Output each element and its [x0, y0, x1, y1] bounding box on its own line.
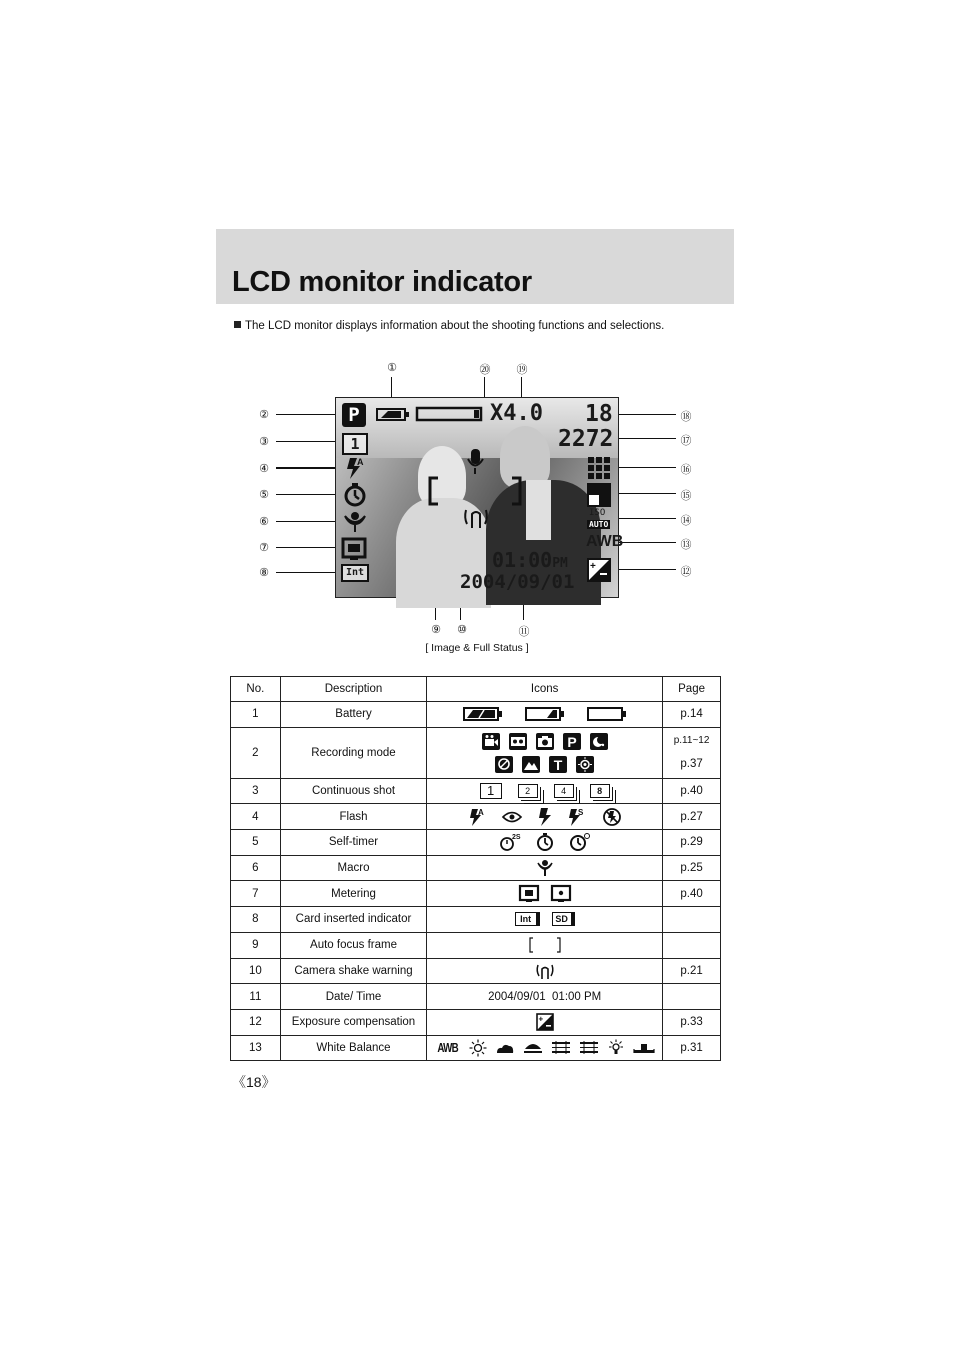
- svg-text:A: A: [357, 457, 364, 467]
- timer-2s-label: 2S: [511, 834, 521, 842]
- svg-text:+: +: [538, 1014, 543, 1024]
- row-desc: Date/ Time: [280, 984, 426, 1010]
- lcd-continuous-icon: 1: [342, 433, 368, 455]
- leader-line-3: [276, 441, 338, 442]
- slow-sync-icon: [568, 807, 586, 827]
- row-no: 7: [231, 881, 281, 907]
- col-header-icons: Icons: [427, 677, 663, 702]
- row-page-a: p.11~12: [673, 735, 710, 747]
- square-bullet-icon: [234, 321, 241, 328]
- lcd-image-size: 2272: [558, 426, 614, 452]
- table-row: [231, 804, 721, 830]
- custom-wb-icon: [633, 1041, 655, 1055]
- lcd-iso-label: ISO: [589, 508, 606, 518]
- awb-icon: AWB: [437, 1040, 458, 1056]
- leader-line-8: [276, 572, 338, 573]
- row-no: 3: [231, 778, 281, 804]
- intro-sentence: The LCD monitor displays information about the shooting functions and selections.: [245, 320, 665, 332]
- table-row: [231, 984, 721, 1010]
- exposure-compensation-icon: [536, 1013, 554, 1031]
- row-desc: Macro: [280, 855, 426, 881]
- row-page: [663, 932, 721, 958]
- fluorescent-h-icon: [523, 1041, 543, 1055]
- row-no: 11: [231, 984, 281, 1010]
- leader-line-5: [276, 494, 338, 495]
- lcd-shots-remaining: 18: [585, 401, 613, 427]
- row-no: 6: [231, 855, 281, 881]
- continuous-2-icon: 2: [518, 784, 538, 798]
- callout-16: ⑯: [680, 464, 692, 476]
- row-page-b: p.37: [680, 758, 703, 771]
- tungsten-icon: [607, 1039, 625, 1057]
- row-desc: Self-timer: [280, 830, 426, 856]
- macro-icon: [536, 859, 554, 877]
- landscape-mode-icon: [522, 756, 540, 773]
- camera-mode-icon: [536, 733, 554, 750]
- row-page: [663, 907, 721, 933]
- row-icons: 2004/09/01 01:00 PM: [427, 984, 663, 1010]
- col-header-description: Description: [280, 677, 426, 702]
- leader-line-16: [612, 467, 676, 468]
- fluorescent-cool-icon: [579, 1041, 599, 1055]
- lcd-metering-icon: [341, 537, 367, 561]
- callout-6: ⑥: [259, 516, 269, 528]
- callout-12: ⑫: [680, 566, 692, 578]
- row-page: p.40: [663, 778, 721, 804]
- page-title: LCD monitor indicator: [232, 266, 532, 298]
- callout-19: ⑲: [516, 364, 528, 376]
- table-row: [231, 727, 721, 778]
- table-row: [231, 907, 721, 933]
- callout-4: ④: [259, 463, 269, 475]
- row-icons: [427, 932, 663, 958]
- row-desc: Battery: [280, 702, 426, 728]
- row-page: p.25: [663, 855, 721, 881]
- program-mode-icon: [563, 733, 581, 750]
- battery-empty-icon: [587, 706, 627, 722]
- lcd-self-timer-icon: [342, 482, 368, 508]
- lcd-time-value: 01:00: [492, 548, 553, 572]
- lcd-flash-auto-icon: [344, 456, 366, 480]
- shake-warning-icon: [536, 962, 554, 980]
- callout-9: ⑨: [431, 624, 441, 636]
- af-frame-icon: [528, 937, 562, 953]
- lcd-macro-icon: [341, 510, 369, 534]
- text-mode-icon: [549, 756, 567, 773]
- night-mode-icon: [590, 733, 608, 750]
- row-icons: [427, 881, 663, 907]
- single-shot-icon: 1: [480, 783, 502, 799]
- row-page: p.40: [663, 881, 721, 907]
- row-icons: [427, 702, 663, 728]
- page-number: 《18》: [232, 1074, 276, 1090]
- lcd-af-frame: [426, 476, 526, 506]
- row-page: p.31: [663, 1035, 721, 1061]
- row-icons: [427, 1035, 663, 1061]
- indicator-table: [230, 676, 721, 1061]
- lcd-sharpness-icon: [587, 483, 611, 507]
- leader-line-12: [612, 569, 676, 570]
- lcd-quality-icon: [587, 456, 611, 480]
- table-row: [231, 958, 721, 984]
- portrait-mode-icon: [495, 756, 513, 773]
- leader-line-7: [276, 547, 338, 548]
- row-icons: [427, 830, 663, 856]
- row-no: 1: [231, 702, 281, 728]
- callout-17: ⑰: [680, 435, 692, 447]
- callout-7: ⑦: [259, 542, 269, 554]
- row-no: 8: [231, 907, 281, 933]
- table-row: [231, 932, 721, 958]
- leader-line-18: [612, 414, 676, 415]
- leader-line-4: [276, 467, 338, 469]
- table-header-row: [231, 677, 721, 702]
- row-icons: [427, 958, 663, 984]
- row-desc: Card inserted indicator: [280, 907, 426, 933]
- leader-line-15: [612, 493, 676, 494]
- svg-text:T: T: [553, 756, 563, 773]
- row-page: [663, 727, 721, 778]
- continuous-8-icon: 8: [590, 784, 610, 798]
- row-no: 10: [231, 958, 281, 984]
- row-page: p.21: [663, 958, 721, 984]
- row-desc: Metering: [280, 881, 426, 907]
- row-icons: [427, 907, 663, 933]
- voice-mode-icon: [509, 733, 527, 750]
- callout-3: ③: [259, 436, 269, 448]
- lcd-battery-icon: [376, 407, 410, 422]
- lcd-zoom-bar: [416, 406, 484, 422]
- leader-line-6: [276, 521, 338, 522]
- groom-shirt: [526, 480, 551, 540]
- callout-14: ⑭: [680, 515, 692, 527]
- sunset-mode-icon: [576, 756, 594, 773]
- fluorescent-l-icon: [551, 1041, 571, 1055]
- lcd-mode-icon: P: [342, 403, 366, 427]
- callout-13: ⑬: [680, 539, 692, 551]
- row-desc: Auto focus frame: [280, 932, 426, 958]
- lcd-wb-icon: AWB: [586, 533, 624, 550]
- table-row: [231, 830, 721, 856]
- row-desc: Recording mode: [280, 727, 426, 778]
- row-icons: [427, 727, 663, 778]
- table-row: [231, 778, 721, 804]
- double-self-timer-icon: [569, 832, 591, 852]
- cloudy-icon: [495, 1041, 515, 1055]
- battery-half-icon: [525, 706, 565, 722]
- row-no: 4: [231, 804, 281, 830]
- callout-10: ⑩: [457, 624, 467, 636]
- lcd-microphone-icon: [466, 448, 486, 476]
- callout-8: ⑧: [259, 567, 269, 579]
- leader-line-2: [276, 414, 338, 415]
- lcd-date: 2004/09/01: [460, 571, 575, 593]
- row-page: [663, 984, 721, 1010]
- table-row: [231, 1009, 721, 1035]
- svg-text:P: P: [567, 733, 577, 750]
- flash-fill-icon: [538, 807, 552, 827]
- daylight-icon: [469, 1039, 487, 1057]
- sd-card-icon: SD: [552, 912, 575, 926]
- self-timer-2s-icon: [499, 832, 521, 852]
- flash-off-icon: [602, 807, 622, 827]
- callout-15: ⑮: [680, 490, 692, 502]
- table-row: [231, 855, 721, 881]
- col-header-no: No.: [231, 677, 281, 702]
- row-icons: [427, 1009, 663, 1035]
- callout-1: ①: [387, 362, 397, 374]
- continuous-4-icon: 4: [554, 784, 574, 798]
- lcd-zoom-text: X4.0: [490, 401, 543, 426]
- row-desc: Camera shake warning: [280, 958, 426, 984]
- intro-text: [234, 320, 664, 332]
- callout-18: ⑱: [680, 411, 692, 423]
- multi-metering-icon: [519, 885, 539, 903]
- row-icons: [427, 778, 663, 804]
- row-desc: Flash: [280, 804, 426, 830]
- battery-full-icon: [463, 706, 503, 722]
- table-row: [231, 1035, 721, 1061]
- row-page: p.14: [663, 702, 721, 728]
- internal-memory-icon: Int: [515, 912, 540, 926]
- leader-line-14: [612, 518, 676, 519]
- row-no: 5: [231, 830, 281, 856]
- row-desc: White Balance: [280, 1035, 426, 1061]
- svg-text:+: +: [590, 561, 596, 572]
- row-icons: [427, 855, 663, 881]
- svg-text:A: A: [477, 807, 484, 817]
- callout-2: ②: [259, 409, 269, 421]
- row-no: 12: [231, 1009, 281, 1035]
- row-no: 2: [231, 727, 281, 778]
- lcd-time: [492, 548, 568, 572]
- lcd-shake-warning-icon: [462, 506, 490, 530]
- row-page: p.27: [663, 804, 721, 830]
- self-timer-10s-icon: [535, 832, 555, 852]
- leader-line-17: [612, 438, 676, 439]
- callout-20: ⑳: [479, 364, 491, 376]
- callout-11: ⑪: [518, 626, 530, 638]
- lcd-card-icon: Int: [341, 564, 369, 582]
- lcd-screen: [335, 397, 624, 598]
- red-eye-icon: [502, 810, 522, 824]
- table-row: [231, 702, 721, 728]
- table-row: [231, 881, 721, 907]
- col-header-page: Page: [663, 677, 721, 702]
- svg-text:S: S: [577, 807, 584, 817]
- row-no: 9: [231, 932, 281, 958]
- spot-metering-icon: [551, 885, 571, 903]
- lcd-iso-value: AUTO: [589, 520, 609, 529]
- figure-caption: [ Image & Full Status ]: [425, 642, 529, 654]
- row-desc: Exposure compensation: [280, 1009, 426, 1035]
- flash-auto-icon: [468, 807, 486, 827]
- row-desc: Continuous shot: [280, 778, 426, 804]
- row-page: p.33: [663, 1009, 721, 1035]
- row-no: 13: [231, 1035, 281, 1061]
- row-icons: [427, 804, 663, 830]
- lcd-time-suffix: PM: [552, 556, 568, 571]
- row-page: p.29: [663, 830, 721, 856]
- lcd-exposure-icon: [587, 558, 611, 582]
- callout-5: ⑤: [259, 489, 269, 501]
- movie-mode-icon: [482, 733, 500, 750]
